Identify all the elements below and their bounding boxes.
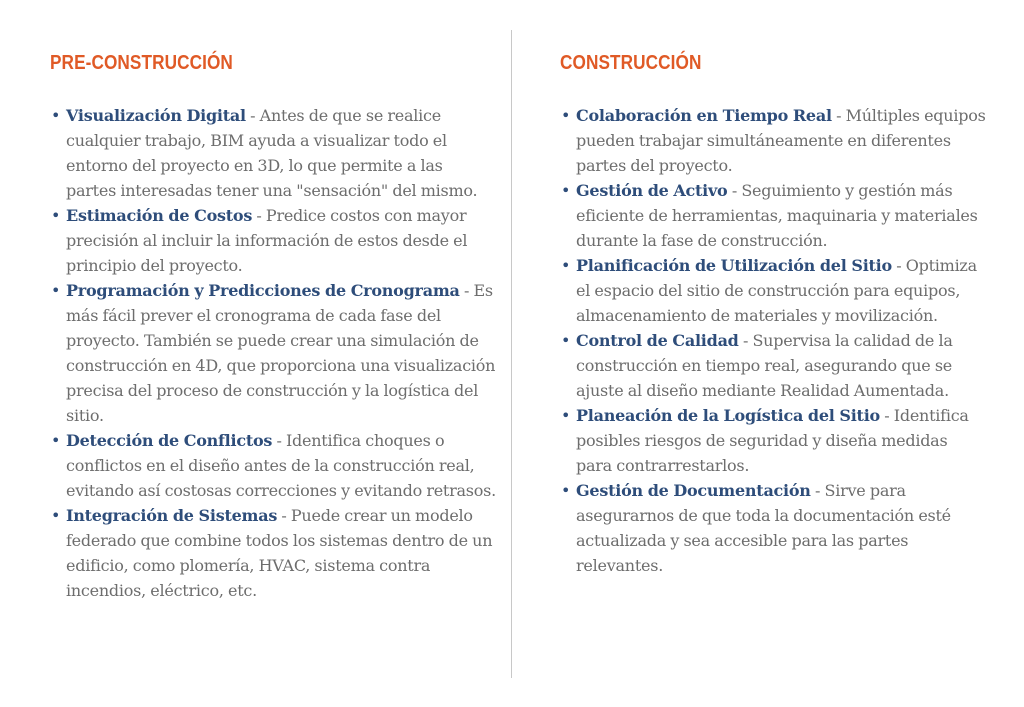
item-term: Estimación de Costos [66, 206, 253, 225]
item-term: Gestión de Activo [576, 181, 728, 200]
list-item [560, 178, 986, 253]
list-item [50, 503, 496, 603]
bullet-icon: • [561, 406, 571, 425]
item-description: - Optimiza el espacio del sitio de construcción para equipos, almacenamiento de materiales y movilización. [576, 256, 977, 325]
list-item [560, 478, 986, 578]
item-description: - Sirve para asegurarnos de que toda la documentación esté actualizada y sea accesible para las partes relevantes. [576, 481, 951, 575]
bullet-icon: • [51, 206, 61, 225]
item-description: - Puede crear un modelo federado que combine todos los sistemas dentro de un edificio, como plomería, HVAC, sistema contra incendios, eléctrico, etc. [66, 506, 493, 600]
bullet-icon: • [51, 281, 61, 300]
list-item [560, 328, 986, 403]
bullet-icon: • [51, 506, 61, 525]
item-term: Planeación de la Logística del Sitio [576, 406, 880, 425]
construction-list [560, 103, 986, 578]
bullet-icon: • [561, 256, 571, 275]
list-item [50, 428, 496, 503]
list-item [50, 203, 496, 278]
bullet-icon: • [561, 331, 571, 350]
item-description: - Múltiples equipos pueden trabajar simultáneamente en diferentes partes del proyecto. [576, 106, 986, 175]
item-description: - Supervisa la calidad de la construcción en tiempo real, asegurando que se ajuste al diseño mediante Realidad Aumentada. [576, 331, 953, 400]
list-item [50, 103, 496, 203]
item-term: Planificación de Utilización del Sitio [576, 256, 892, 275]
bullet-icon: • [51, 106, 61, 125]
item-description: - Es más fácil prever el cronograma de cada fase del proyecto. También se puede crear una simulación de construcción en 4D, que proporciona una visualización precisa del proceso de construcción y la logística del sitio. [66, 281, 496, 425]
list-item [560, 403, 986, 478]
construction-heading: CONSTRUCCIÓN [560, 52, 702, 74]
item-term: Colaboración en Tiempo Real [576, 106, 832, 125]
item-term: Visualización Digital [66, 106, 246, 125]
item-term: Control de Calidad [576, 331, 739, 350]
item-description: - Identifica posibles riesgos de seguridad y diseña medidas para contrarrestarlos. [576, 406, 969, 475]
bullet-icon: • [561, 106, 571, 125]
item-description: - Antes de que se realice cualquier trabajo, BIM ayuda a visualizar todo el entorno del proyecto en 3D, lo que permite a las partes interesadas tener una "sensación" del mismo. [66, 106, 478, 200]
list-item [560, 103, 986, 178]
item-term: Gestión de Documentación [576, 481, 811, 500]
column-divider [511, 30, 512, 678]
item-term: Integración de Sistemas [66, 506, 278, 525]
item-description: - Predice costos con mayor precisión al incluir la información de estos desde el principio del proyecto. [66, 206, 468, 275]
item-description: - Identifica choques o conflictos en el diseño antes de la construcción real, evitando así costosas correcciones y evitando retrasos. [66, 431, 496, 500]
item-description: - Seguimiento y gestión más eficiente de herramientas, maquinaria y materiales durante la fase de construcción. [576, 181, 978, 250]
bullet-icon: • [51, 431, 61, 450]
list-item [50, 278, 496, 428]
item-term: Detección de Conflictos [66, 431, 273, 450]
bullet-icon: • [561, 181, 571, 200]
pre-construction-heading: PRE-CONSTRUCCIÓN [50, 52, 233, 74]
pre-construction-list [50, 103, 496, 603]
list-item [560, 253, 986, 328]
bullet-icon: • [561, 481, 571, 500]
item-term: Programación y Predicciones de Cronograma [66, 281, 460, 300]
